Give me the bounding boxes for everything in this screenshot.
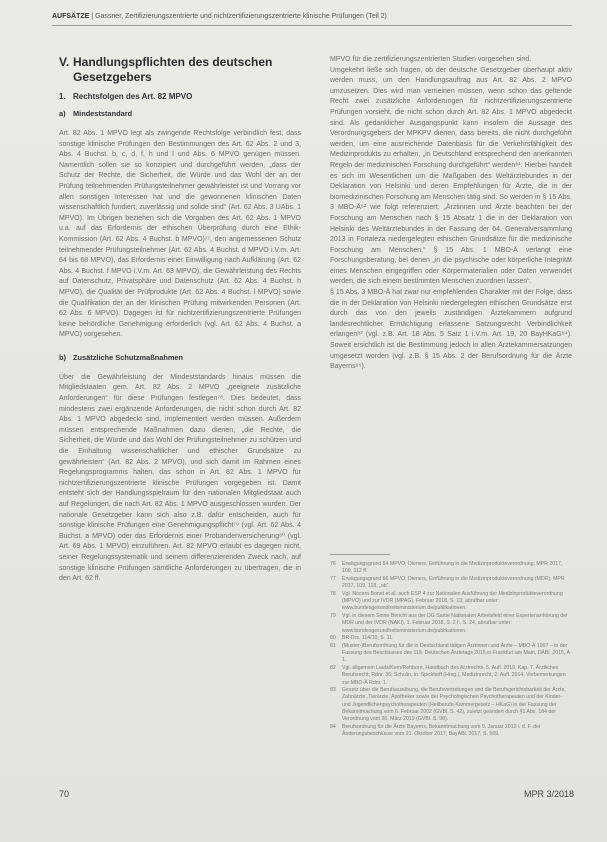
footnote-text: Berufsordnung für die Ärzte Bayerns, Bekanntmachung vom 9. Januar 2012 i. d. F. der Änderungsbeschlüsse vom 21. Oktober 2017, BayÄBl. 2017, S. 569. [342, 723, 541, 738]
body-paragraph: § 15 Abs. 3 MBO-Ä hat zwar nur empfehlenden Charakter mit der Folge, dass die in der Deklaration von Helsinki niedergelegten ethischen Grundsätze erst durch das von den jeweils zuständigen Ärztekammern aufgrund landesrechtlicher Ermächtigung erlassene Satzungsrecht Verbindlichkeit erlangen⁸³ (vgl. z.B. Art. 18 Abs. 5 Satz 1 i.V.m. Art. 19, 20 BayHKaG⁸⁴). Soweit ersichtlich ist die Bestimmung jedoch in allen Ärztekammersatzungen umgesetzt worden (vgl. z.B. § 15 Abs. 2 der Berufsordnung für die Ärzte Bayerns⁸⁵). [330, 289, 572, 371]
section-heading-line2: Gesetzgebers [73, 70, 152, 84]
subsection-heading-1 [59, 91, 301, 102]
footnote [330, 643, 572, 665]
footnote [330, 591, 572, 613]
body-paragraph: Über die Gewährleistung der Mindeststandards hinaus müssen die Mitgliedstaaten gem. Art. 82 Abs. 2 MPVO „geeignete zusätzliche Anforderungen“ für diese Prüfungen festlegen⁷⁸. Dies bedeutet, dass mindestens zwei ergänzende Anforderungen, die nicht schon durch Art. 82 Abs. 1 MPVO abgedeckt sind, implementiert werden müssen. Außerdem müssen entsprechende Maßnahmen dazu dienen, „die Rechte, die Sicherheit, die Würde und das Wohl der Prüfungsteilnehmer zu schützen und die Einhaltung wissenschaftlicher und ethischer Grundsätze zu gewährleisten“ (Art. 82 Abs. 2 MPVO), und sich damit im Rahmen eines Regelungsprogramms halten, das schon in Art. 82 Abs. 1 MPVO für nichtzertifizierungszentrierte klinische Prüfungen vorgegeben ist. Damit entsteht sich der Handlungsspielraum für den nationalen Mitgliedstaat auch auf Regelungen, die nach Art. 82 Abs. 1 MPVO ausgeschlossen wurden. Der nationale Gesetzgeber kann sich also z.B. dafür entscheiden, auch für sonstige klinische Prüfungen eine Genehmigungspflicht⁷⁹ (vgl. Art. 62 Abs. 4 Buchst. a MPVO) oder das Erfordernis einer Probandenversicherung⁸⁰ (vgl. Art. 69 Abs. 1 MPVO) einzuführen. Art. 82 MPVO erlaubt es dagegen nicht, seiner Regelungssystematik und seinem differenzierenden Zweck nach, auf sonstige klinische Prüfungen sämtliche Anforderungen zu übertragen, die in den Art. 62 ff. [59, 373, 301, 583]
footnote-number: 82 [330, 664, 336, 671]
subsubsection-heading-number: b) [59, 352, 66, 362]
footnote-number: 80 [330, 635, 336, 642]
body-paragraph: MPVO für die zertifizierungszentrierten Studien vorgesehen sind. [330, 56, 532, 63]
footnote-text: Erwägungsgrund 64 MPVO; Dieners, Einführung in die Medizinprodukteverordnung, MPR 2017, 109, 112 ff. [342, 561, 563, 575]
footnotes [330, 554, 572, 739]
subsection-heading-number: 1. [59, 92, 66, 101]
header-rule [52, 25, 572, 26]
left-column [59, 55, 301, 585]
footnote [330, 665, 572, 687]
footnote [330, 635, 572, 642]
footnote-number: 84 [330, 723, 336, 730]
header-section-label: AUFSÄTZE [52, 13, 90, 20]
page-number: 70 [59, 789, 70, 799]
subsection-heading-text: Rechtsfolgen des Art. 82 MPVO [73, 92, 193, 101]
footnote-number: 81 [330, 642, 336, 649]
footnote-number: 77 [330, 575, 336, 582]
footnote-text: BR-Drs. 114/10, S. 11. [342, 635, 394, 642]
footnote [330, 576, 572, 591]
section-heading-line1: Handlungspflichten des deutschen [73, 55, 273, 69]
subsubsection-heading-b [59, 353, 301, 363]
header-article-title: Gassner, Zertifizierungszentrierte und nichtzertifizierungszentrierte klinische Prüfungen (Teil 2) [95, 13, 387, 20]
footnote-number: 78 [330, 590, 336, 597]
footnote-rule [330, 554, 390, 555]
footnote [330, 561, 572, 576]
footnote-number: 79 [330, 612, 336, 619]
right-column [330, 55, 572, 373]
footnote-text: Vgl. allgemein Laufs/Kern/Rehborn, Handbuch des Arztrechts, 5. Aufl. 2019, Kap. 7. Ärztliches Berufsrecht, Rdnr. 36; Schulin, in: Spickhoff (Hrsg.), Medizinrecht, 2. Aufl. 2014, Vorbemerkungen zur MBO-Ä Rdnr. 1. [342, 664, 566, 686]
footnote [330, 724, 572, 739]
subsubsection-heading-text: Zusätzliche Schutzmaßnahmen [73, 352, 184, 362]
footnote-text: Vgl. Nocera Bonet et al. auch ESP 4 zur Nationalen Ausführung der Medizinprodukteverordnung (MPVO) und zur IVDR (MPAG), Februar 2018, S. 13, abrufbar unter: www.bundesgesundheitsministerium.de/publikationen. [342, 590, 563, 612]
header-separator: | [91, 13, 94, 20]
footnote-list [330, 561, 572, 739]
section-heading-number: V. [59, 55, 70, 69]
body-paragraph: Art. 82 Abs. 1 MPVO legt als zwingende Rechtsfolge verbindlich fest, dass sonstige klinische Prüfungen den Bestimmungen des Art. 62 Abs. 2 und 3, Abs. 4 Buchst. b, c, d, f, h und l und Abs. 6 MPVO genügen müssen. Namentlich sollen sie so konzipiert und durchgeführt werden, „dass der Schutz der Rechte, die Sicherheit, die Würde und das Wohl der an der Prüfung teilnehmenden Prüfungsteilnehmer gewährleistet ist und Vorrang vor allen sonstigen Interessen hat und die gewonnenen klinischen Daten wissenschaftlich fundiert, zuverlässig und solide sind“ (Art. 62 Abs. 3 UAbs. 1 MPVO). Im Übrigen beziehen sich die Vorgaben des Art. 62 Abs. 1 MPVO u.a. auf das Erfordernis der ethischen Überprüfung durch eine Ethik-Kommission (Art. 62 Abs. 4 Buchst. b MPVO)⁷⁷, den angemessenen Schutz teilnehmender Prüfungsteilnehmer (Art. 62 Abs. 4 Buchst. d MPVO i.V.m. Art. 64 bis 68 MPVO), das Erfordernis einer Einwilligung nach Aufklärung (Art. 62 Abs. 4 Buchst. f MPVO i.V.m. Art. 63 MPVO), die Gewährleistung des Rechts auf Datenschutz, Privatsphäre und Datenschutz (Art. 62 Abs. 4 Buchst. h MPVO), die Qualität der Prüfprodukte (Art. 62 Abs. 4 Buchst. l MPVO) sowie die Qualifikation der an der klinischen Prüfung mitwirkenden Personen (Art. 62 Abs. 6 MPVO). Dagegen ist für nichtzertifizierungszentrierte Prüfungen keine behördliche Genehmigung erforderlich (vgl. Art. 62 Abs. 4 Buchst. a MPVO) vorgesehen. [59, 130, 301, 339]
journal-issue: MPR 3/2018 [523, 789, 574, 799]
footnote [330, 687, 572, 723]
footnote-text: Erwägungsgrund 66 MPVO; Dieners, Einführung in die Medizinprodukteverordnung (MDR), MPR 2017, 109, 118, „ob“. [342, 575, 565, 590]
footnote-text: (Muster-)Berufsordnung für die in Deutschland tätigen Ärztinnen und Ärzte – MBO-Ä 1997 – in der Fassung des Beschlusses des 118. Deutschen Ärztetags 2015 in Frankfurt am Main, DÄBl. 2015, A 1. [342, 642, 570, 664]
footnote-text: Vgl. in diesem Sinne Bericht aus der DG Sante Nationalen Arbeitsfeld einer Expertenanhörung der MDR und der IVDR (NAKI), 1. Februar 2018, S. 2 f., S. 24, abrufbar unter: www.bundesgesundheitsministerium.de/publikationen. [342, 612, 568, 634]
footnote-number: 83 [330, 687, 336, 694]
subsubsection-heading-number: a) [59, 109, 66, 118]
subsubsection-heading-text: Mindeststandard [73, 109, 133, 118]
footnote-text: Gesetz über die Berufsausübung, die Berufsvertretungen und die Berufsgerichtsbarkeit der Ärzte, Zahnärzte, Tierärzte, Apotheker sowie der Psychologischen Psychotherapeuten und der Kinder- und Jugendlichenpsychotherapeuten (Heilberufe-Kammergesetz – HKaG) in der Fassung der Bekanntmachung vom 6. Februar 2002 (GVBl. S. 42), zuletzt geändert durch §1 Abs. 184 der Verordnung vom 26. März 2019 (GVBl. S. 98). [342, 687, 566, 723]
section-heading-v [59, 55, 301, 85]
subsubsection-heading-a [59, 109, 301, 119]
footnote-number: 76 [330, 561, 336, 567]
body-paragraph: Umgekehrt ließe sich fragen, ob der deutsche Gesetzgeber überhaupt aktiv werden muss, um den Handlungsauftrag aus Art. 82 Abs. 2 MPVO umzusetzen. Dies wird man verneinen müssen, wenn schon das geltende Recht zwei zusätzliche Anforderungen für nichtzertifizierungszentrierte Prüfungen vorsieht, die nicht schon durch Art. 82 Abs. 1 MPVO abgedeckt sind. Als gedanklicher Ausgangspunkt kann insofern die Aussage des Verordnungsgebers der MPKPV dienen, dass bereits, die nicht durchgeführt werden, um eine ausreichende Datenbasis für die Verkehrsfähigkeit des Medizinprodukts zu erhalten, „in Deutschland entsprechend den anerkannten Regeln der medizinischen Forschung durchgeführt“ werden⁸¹. Hierbei handelt es sich im Wesentlichen um die Maßgaben des Weltärztebundes in der Deklaration von Helsinki und deren Empfehlungen für Ärzte, die in der biomedizinischen Forschung am Menschen tätig sind. So werden in § 15 Abs. 3 MBO-Ä⁸² wie folgt referenziert: „Ärztinnen und Ärzte beachten bei der Forschung am Menschen nach § 15 Absatz 1 die in der Deklaration von Helsinki des Weltärztebundes in der Fassung der 64. Generalversammlung 2013 in Fortaleza niedergelegten ethischen Grundsätze für die medizinische Forschung am Menschen.“ § 15 Abs. 1 MBO-Ä verlangt eine Forschungsberatung, bei denen „in die psychische oder körperliche Integrität eines Menschen eingegriffen oder Körpermaterialien oder Daten verwendet werden, die sich einem bestimmten Menschen zuordnen lassen“. [330, 66, 572, 286]
footnote [330, 613, 572, 635]
running-header [52, 13, 572, 20]
